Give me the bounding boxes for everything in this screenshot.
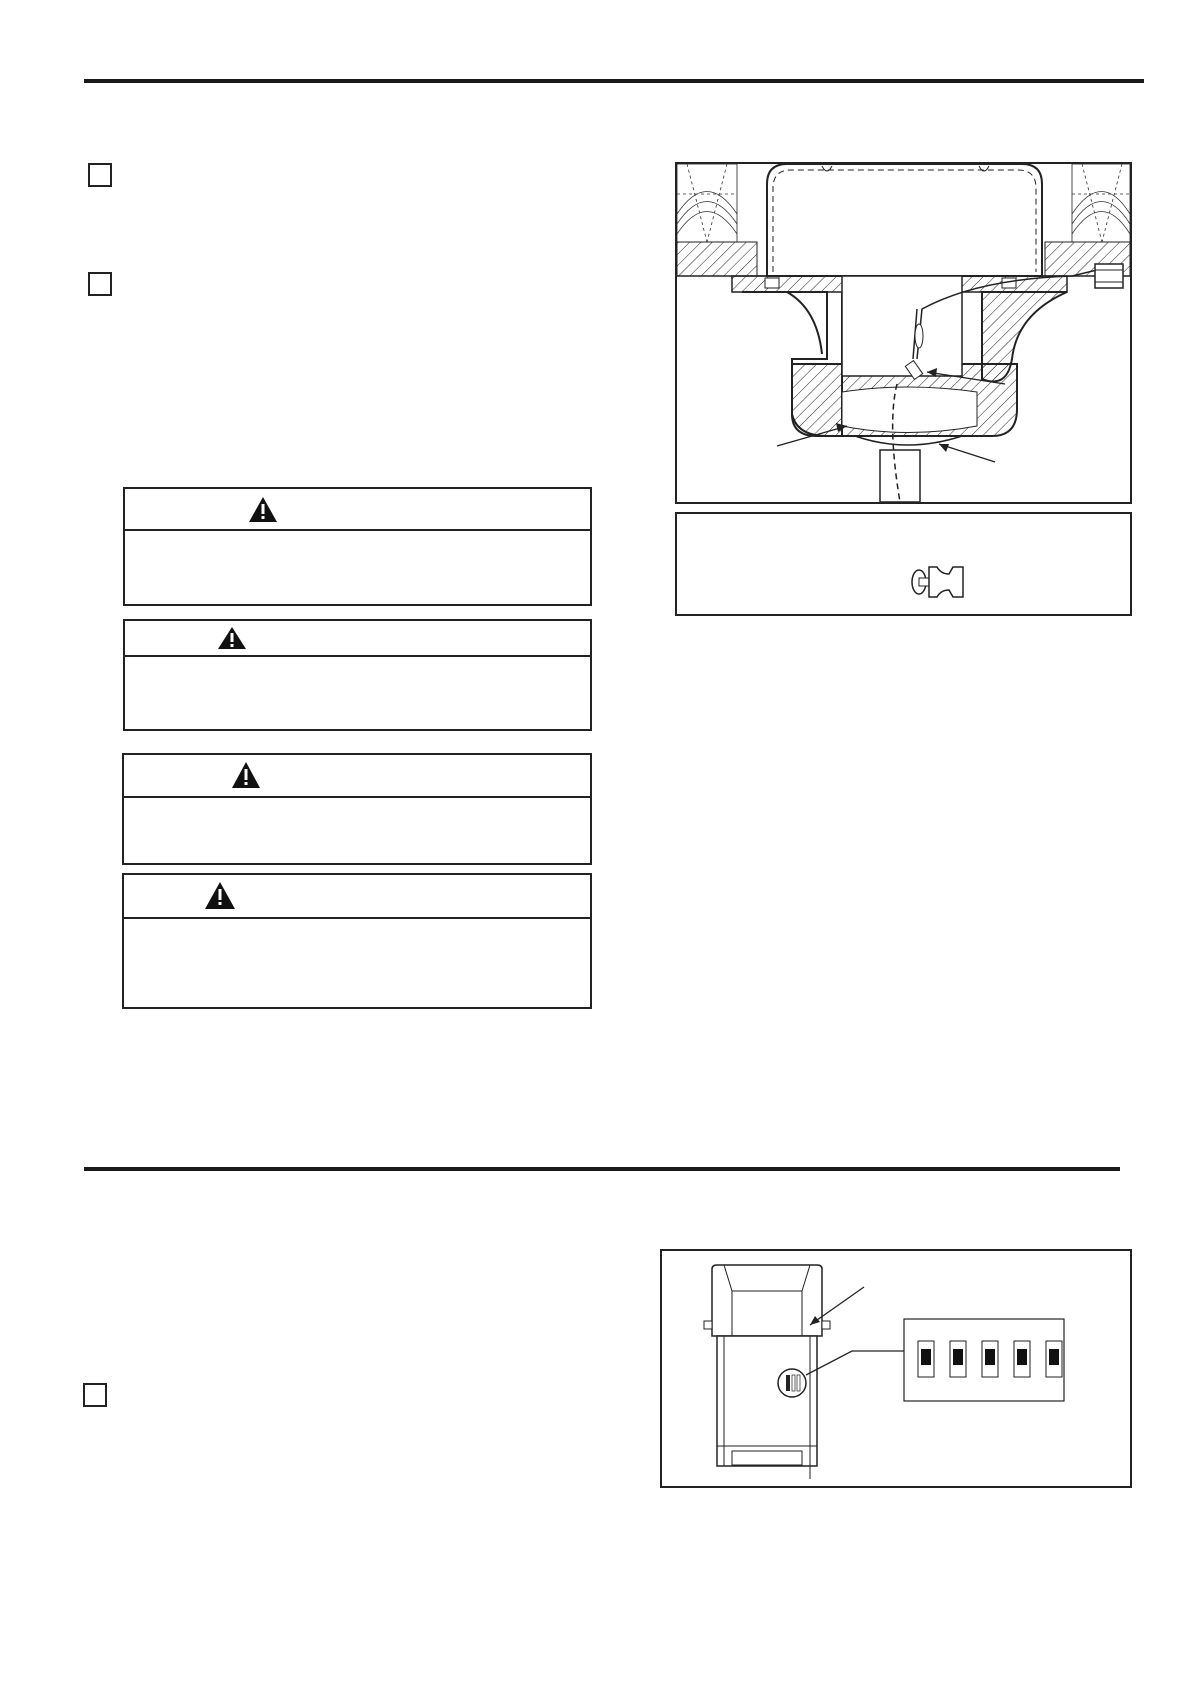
bottom-section-divider — [84, 1167, 1120, 1171]
downrod-upper — [842, 276, 962, 376]
outlet-box — [767, 164, 1042, 276]
step-checkbox-2[interactable] — [88, 272, 112, 296]
warning-box-header — [125, 621, 590, 657]
step-checkbox-3[interactable] — [83, 1383, 107, 1407]
warning-box-header — [124, 755, 590, 798]
warning-triangle-icon — [204, 881, 236, 910]
warning-box-4 — [122, 873, 592, 1009]
canopy-mounting-figure — [675, 162, 1132, 504]
callout-leader-switch — [806, 1351, 904, 1375]
downrod-lower — [880, 450, 920, 502]
ceiling-left — [677, 242, 757, 276]
connector-clip-icon — [909, 564, 965, 600]
warning-box-1 — [123, 487, 592, 606]
step-checkbox-1[interactable] — [88, 163, 112, 187]
warning-box-3 — [122, 753, 592, 865]
top-section-divider — [84, 79, 1144, 83]
warning-triangle-icon — [217, 626, 247, 650]
figure-note-box — [675, 512, 1132, 616]
warning-box-2 — [123, 619, 592, 731]
warning-triangle-icon — [248, 496, 278, 523]
motor-cap — [712, 1265, 822, 1336]
warning-triangle-icon — [231, 761, 261, 789]
wood-joist-right — [1072, 164, 1130, 242]
motor-dip-switch-figure — [660, 1249, 1132, 1488]
warning-box-header — [124, 875, 590, 919]
canopy-cross-section-drawing — [677, 164, 1130, 502]
wood-joist-left — [677, 164, 737, 242]
motor-housing-drawing — [662, 1251, 1130, 1486]
warning-box-header — [125, 489, 590, 531]
hex-nut — [1095, 264, 1123, 288]
